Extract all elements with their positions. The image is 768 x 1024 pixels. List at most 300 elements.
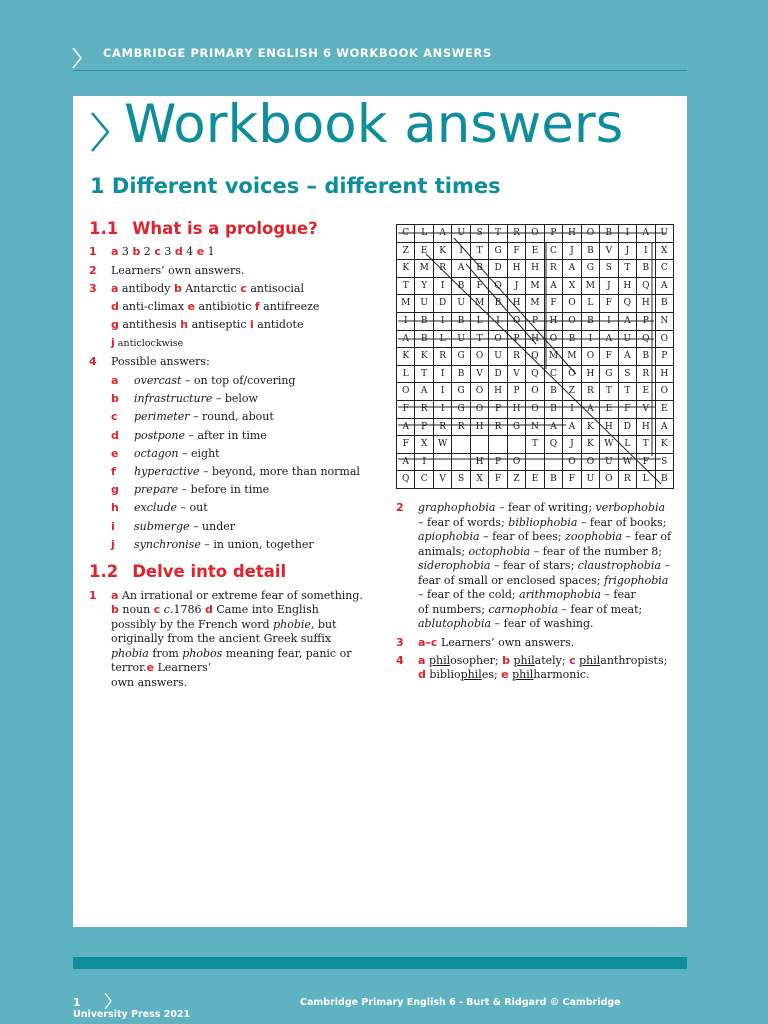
grid-cell: E xyxy=(636,382,655,401)
grid-cell: O xyxy=(525,400,544,419)
grid-cell: J xyxy=(562,435,581,454)
footer-bar xyxy=(73,957,687,969)
answer-word: postpone xyxy=(134,428,185,442)
grid-cell: O xyxy=(655,382,674,401)
answer-text: 3 xyxy=(160,245,175,258)
answer-text: possibly by the French word xyxy=(111,618,274,631)
phobia-word: arithmophobia xyxy=(519,588,601,601)
answer-text: phil xyxy=(460,668,482,681)
grid-cell: P xyxy=(544,224,563,243)
answer-text: – after in time xyxy=(185,428,267,442)
grid-cell: A xyxy=(562,259,581,278)
answer-text: phil xyxy=(579,654,601,667)
question-number: 1 xyxy=(89,589,97,602)
answer-line xyxy=(111,245,215,259)
answer-text: – eight xyxy=(178,446,220,460)
answer-text: – in union, together xyxy=(200,537,314,551)
section-number: 1.1 xyxy=(89,219,119,238)
grid-cell: O xyxy=(507,453,526,472)
grid-cell: P xyxy=(655,347,674,366)
grid-cell: W xyxy=(433,435,452,454)
grid-cell: A xyxy=(433,224,452,243)
grid-cell: X xyxy=(470,470,489,489)
grid-cell: O xyxy=(470,400,489,419)
section-title: Delve into detail xyxy=(132,562,287,581)
answer-text: antisocial xyxy=(246,282,304,295)
answer-line xyxy=(134,429,267,443)
grid-cell: A xyxy=(544,277,563,296)
grid-cell: H xyxy=(525,259,544,278)
grid-cell: O xyxy=(581,453,600,472)
answer-letter: j xyxy=(111,336,115,349)
answer-line xyxy=(134,410,274,424)
grid-cell: F xyxy=(618,400,637,419)
answer-word: perimeter xyxy=(134,410,190,424)
grid-cell: H xyxy=(581,365,600,384)
footer-credit-continued: University Press 2021 xyxy=(73,1009,191,1020)
answer-letter: c xyxy=(569,654,576,667)
grid-cell: B xyxy=(451,277,470,296)
answer-line xyxy=(134,538,314,552)
answer-word: prepare xyxy=(134,483,179,497)
grid-cell: A xyxy=(581,400,600,419)
grid-cell: O xyxy=(470,382,489,401)
grid-cell: G xyxy=(507,418,526,437)
answer-word: submerge xyxy=(134,519,190,533)
grid-cell: S xyxy=(599,259,618,278)
grid-cell: S xyxy=(618,365,637,384)
grid-cell: I xyxy=(433,277,452,296)
grid-cell: E xyxy=(525,242,544,261)
grid-cell: O xyxy=(581,224,600,243)
answer-letter: i xyxy=(250,318,254,331)
phobia-word: verbophobia xyxy=(595,501,666,514)
grid-cell: M xyxy=(470,294,489,313)
grid-cell: Q xyxy=(618,294,637,313)
grid-cell: L xyxy=(618,435,637,454)
grid-cell: O xyxy=(488,330,507,349)
grid-cell: I xyxy=(488,312,507,331)
grid-cell: G xyxy=(599,365,618,384)
grid-cell: F xyxy=(396,400,415,419)
answer-text: anticlockwise xyxy=(114,338,184,349)
grid-cell: P xyxy=(414,418,433,437)
grid-cell: R xyxy=(451,418,470,437)
answer-text: 1786 xyxy=(173,603,205,616)
grid-cell: B xyxy=(414,330,433,349)
grid-cell: E xyxy=(525,470,544,489)
phobia-word: zoophobia xyxy=(565,530,623,543)
answer-line xyxy=(111,300,319,314)
grid-cell: U xyxy=(655,224,674,243)
answer-line: originally from the ancient Greek suffix xyxy=(111,632,332,645)
grid-cell: A xyxy=(655,277,674,296)
answer-text: – fear of the cold; xyxy=(418,588,520,601)
grid-cell: H xyxy=(470,418,489,437)
grid-cell: Q xyxy=(525,365,544,384)
grid-cell: Q xyxy=(488,277,507,296)
answer-text: noun xyxy=(118,603,154,616)
answer-line xyxy=(418,668,590,682)
answer-text: harmonic. xyxy=(533,668,590,681)
grid-cell: R xyxy=(433,347,452,366)
answer-line xyxy=(111,603,319,617)
grid-cell: B xyxy=(451,365,470,384)
grid-cell: O xyxy=(562,453,581,472)
grid-cell: T xyxy=(599,382,618,401)
answer-text: Learners’ own answers. xyxy=(437,636,575,649)
answer-letter: d xyxy=(111,428,119,442)
answer-text: – fear of xyxy=(622,530,672,543)
answer-text: – fear of meat; xyxy=(558,602,643,616)
section-number: 1.2 xyxy=(89,562,119,581)
grid-cell: O xyxy=(396,382,415,401)
answer-text: antibody xyxy=(118,282,174,295)
answer-text: – fear of books; xyxy=(577,515,667,529)
grid-cell: B xyxy=(599,224,618,243)
answer-line xyxy=(111,318,303,332)
grid-cell: L xyxy=(414,224,433,243)
answer-letter: d xyxy=(111,300,119,313)
grid-cell: L xyxy=(396,365,415,384)
phobia-word: frigophobia xyxy=(603,573,669,587)
grid-cell: X xyxy=(414,435,433,454)
grid-cell: B xyxy=(655,470,674,489)
grid-cell: A xyxy=(396,418,415,437)
chevron-right-icon xyxy=(103,992,113,1010)
question-number: 1 xyxy=(89,245,97,258)
grid-cell: H xyxy=(470,453,489,472)
grid-cell: L xyxy=(581,294,600,313)
grid-cell: S xyxy=(451,470,470,489)
answer-word: hyperactive xyxy=(134,465,200,478)
grid-cell: Z xyxy=(562,382,581,401)
answer-letter: e xyxy=(111,446,119,460)
grid-cell: P xyxy=(488,453,507,472)
answer-text: – under xyxy=(189,519,236,533)
answer-letter: e xyxy=(187,300,196,313)
grid-cell: D xyxy=(488,365,507,384)
grid-cell: T xyxy=(618,259,637,278)
grid-cell: F xyxy=(544,294,563,313)
answer-line xyxy=(418,559,670,573)
wordsearch-strike-lines xyxy=(396,224,673,488)
grid-cell: Q xyxy=(636,330,655,349)
grid-cell: R xyxy=(433,259,452,278)
grid-cell: C xyxy=(414,470,433,489)
answer-intro: Possible answers: xyxy=(111,355,210,368)
phobia-word: graphophobia xyxy=(418,501,496,514)
grid-cell: T xyxy=(618,382,637,401)
grid-cell: F xyxy=(470,277,489,296)
grid-cell: H xyxy=(636,418,655,437)
answer-text: – fear of writing; xyxy=(495,501,596,514)
grid-cell: R xyxy=(488,418,507,437)
answer-line xyxy=(418,530,671,544)
answer-letter: f xyxy=(111,465,116,478)
grid-cell: C xyxy=(544,365,563,384)
answer-text: phobos xyxy=(182,647,223,660)
grid-cell: A xyxy=(396,330,415,349)
answer-letter: c xyxy=(154,245,161,258)
grid-cell: Q xyxy=(525,347,544,366)
grid-cell: U xyxy=(451,224,470,243)
answer-text: Came into English xyxy=(212,603,319,616)
unit-title: 1 Different voices – different times xyxy=(90,174,501,198)
answer-word: synchronise xyxy=(134,537,201,551)
answer-letter: j xyxy=(111,537,115,551)
answer-letter: h xyxy=(180,318,189,331)
grid-cell: T xyxy=(470,242,489,261)
grid-cell: F xyxy=(507,242,526,261)
grid-cell: Q xyxy=(396,470,415,489)
grid-cell: B xyxy=(451,312,470,331)
grid-cell: B xyxy=(414,312,433,331)
grid-cell: A xyxy=(618,312,637,331)
answer-text: antifreeze xyxy=(259,300,320,313)
answer-text: An irrational or extreme fear of something. xyxy=(118,589,363,602)
answer-text: – beyond, more than normal xyxy=(199,465,360,478)
grid-cell: V xyxy=(599,242,618,261)
grid-cell: B xyxy=(581,312,600,331)
grid-cell: U xyxy=(581,470,600,489)
answer-letter: d xyxy=(418,668,426,681)
grid-cell: R xyxy=(581,382,600,401)
answer-text: – on top of/covering xyxy=(181,374,296,387)
grid-cell: K xyxy=(414,347,433,366)
answer-line xyxy=(111,661,211,675)
answer-line xyxy=(418,545,662,559)
grid-cell: I xyxy=(451,242,470,261)
grid-cell: U xyxy=(599,453,618,472)
grid-cell: R xyxy=(544,259,563,278)
answer-line xyxy=(418,588,636,602)
grid-cell: K xyxy=(396,259,415,278)
grid-cell: O xyxy=(562,365,581,384)
answer-text: anthropists; xyxy=(600,654,668,667)
grid-cell: A xyxy=(618,347,637,366)
phobia-word: carnophobia xyxy=(488,602,559,616)
answer-line xyxy=(134,392,258,406)
grid-cell: T xyxy=(396,277,415,296)
grid-cell: P xyxy=(507,330,526,349)
answer-word: overcast xyxy=(134,374,182,387)
grid-cell: B xyxy=(655,294,674,313)
answer-text: phil xyxy=(428,654,451,667)
grid-cell: Z xyxy=(396,242,415,261)
grid-cell: K xyxy=(396,347,415,366)
grid-cell: O xyxy=(470,347,489,366)
grid-cell: F xyxy=(562,470,581,489)
grid-cell: M xyxy=(414,259,433,278)
grid-cell: D xyxy=(433,294,452,313)
grid-cell: A xyxy=(451,259,470,278)
answer-letter: a–c xyxy=(418,636,438,649)
strike-diagonal-2 xyxy=(426,254,661,484)
answer-line xyxy=(134,520,235,534)
grid-cell: I xyxy=(433,400,452,419)
answer-text: phil xyxy=(513,654,535,667)
answer-line xyxy=(418,574,668,588)
grid-cell: I xyxy=(414,453,433,472)
grid-cell: K xyxy=(581,418,600,437)
grid-cell: U xyxy=(451,294,470,313)
grid-cell: G xyxy=(488,242,507,261)
grid-cell: O xyxy=(599,470,618,489)
answer-text: of numbers; xyxy=(418,602,489,616)
grid-cell: I xyxy=(396,312,415,331)
question-number: 4 xyxy=(89,355,97,368)
answer-letter: b xyxy=(173,282,182,295)
grid-cell: R xyxy=(636,365,655,384)
grid-cell: V xyxy=(433,470,452,489)
answer-letter: c xyxy=(153,603,161,616)
answer-line: Learners’ own answers. xyxy=(111,264,245,277)
grid-cell: N xyxy=(525,418,544,437)
answer-word: infrastructure xyxy=(134,392,213,406)
answer-text: Antarctic xyxy=(181,282,241,295)
grid-cell: K xyxy=(433,242,452,261)
grid-cell: M xyxy=(544,347,563,366)
answer-line xyxy=(418,516,666,530)
grid-cell: F xyxy=(396,435,415,454)
grid-cell: V xyxy=(507,365,526,384)
answer-line xyxy=(111,589,363,603)
grid-cell: L xyxy=(636,470,655,489)
grid-cell: W xyxy=(618,453,637,472)
grid-cell: C xyxy=(544,242,563,261)
grid-cell: A xyxy=(544,418,563,437)
answer-line xyxy=(134,374,295,388)
answer-text: phobie xyxy=(273,618,311,631)
answer-text: antiseptic xyxy=(188,318,250,331)
answer-letter: b xyxy=(111,392,119,406)
answer-text: es; xyxy=(481,668,502,681)
grid-cell: U xyxy=(618,330,637,349)
grid-cell: A xyxy=(414,382,433,401)
answer-letter: b xyxy=(132,245,141,258)
answer-text: meaning fear, panic or xyxy=(222,647,352,660)
grid-cell: P xyxy=(488,400,507,419)
chevron-right-icon xyxy=(88,110,112,154)
grid-cell: H xyxy=(507,294,526,313)
grid-cell: E xyxy=(655,400,674,419)
grid-cell: O xyxy=(581,347,600,366)
answer-text: fear of small or enclosed spaces; xyxy=(418,573,604,587)
grid-cell: N xyxy=(655,312,674,331)
grid-cell: G xyxy=(451,400,470,419)
grid-cell: G xyxy=(451,347,470,366)
answer-line xyxy=(418,603,642,617)
grid-cell: I xyxy=(433,365,452,384)
grid-cell: K xyxy=(655,435,674,454)
grid-cell: Y xyxy=(414,277,433,296)
grid-cell: M xyxy=(525,277,544,296)
grid-cell: A xyxy=(562,418,581,437)
question-number: 2 xyxy=(89,264,97,277)
answer-letter: h xyxy=(111,501,119,515)
answer-letter: e xyxy=(501,668,509,681)
grid-cell: I xyxy=(636,242,655,261)
grid-cell: O xyxy=(544,330,563,349)
phobia-word: siderophobia xyxy=(418,559,491,572)
grid-cell: O xyxy=(562,312,581,331)
grid-cell: D xyxy=(488,259,507,278)
grid-cell: M xyxy=(581,277,600,296)
grid-cell: U xyxy=(488,347,507,366)
answer-text: – fear of stars; xyxy=(490,559,578,572)
grid-cell: T xyxy=(636,435,655,454)
grid-cell: L xyxy=(433,330,452,349)
grid-cell: F xyxy=(599,294,618,313)
phobia-word: bibliophobia xyxy=(508,515,578,529)
grid-cell: B xyxy=(636,259,655,278)
grid-cell: P xyxy=(507,382,526,401)
section-heading-1-2 xyxy=(89,562,286,581)
grid-cell: J xyxy=(599,277,618,296)
answer-line xyxy=(134,483,269,497)
answer-letter: a xyxy=(111,589,119,602)
answer-line xyxy=(111,282,304,296)
answer-text: anti-climax xyxy=(118,300,188,313)
answer-text: – fear xyxy=(600,588,636,601)
grid-cell: R xyxy=(507,347,526,366)
grid-cell: J xyxy=(507,277,526,296)
grid-cell: B xyxy=(470,259,489,278)
grid-cell: E xyxy=(414,242,433,261)
grid-cell: O xyxy=(525,224,544,243)
answer-text: Learners’ xyxy=(154,661,212,674)
grid-cell: O xyxy=(507,312,526,331)
grid-cell: B xyxy=(544,470,563,489)
grid-cell: B xyxy=(488,294,507,313)
phobia-word: apiophobia xyxy=(418,530,480,543)
grid-cell: I xyxy=(433,382,452,401)
grid-cell: P xyxy=(636,312,655,331)
answer-letter: a xyxy=(111,374,119,387)
grid-cell: H xyxy=(599,418,618,437)
answer-text: ately; xyxy=(534,654,570,667)
phobia-word: claustrophobia xyxy=(577,559,661,572)
grid-cell: A xyxy=(396,453,415,472)
grid-cell: B xyxy=(581,242,600,261)
grid-cell: S xyxy=(655,453,674,472)
grid-cell: E xyxy=(599,400,618,419)
answer-text: c. xyxy=(163,603,174,616)
grid-cell: K xyxy=(581,435,600,454)
grid-cell: M xyxy=(525,294,544,313)
answer-text: terror. xyxy=(111,661,147,674)
grid-cell: H xyxy=(507,400,526,419)
answer-letter: b xyxy=(502,654,510,667)
grid-cell: H xyxy=(507,259,526,278)
phobia-word: ablutophobia xyxy=(418,617,492,630)
answer-letter: d xyxy=(204,603,213,616)
answer-letter: g xyxy=(111,483,119,497)
grid-cell: R xyxy=(507,224,526,243)
question-number: 2 xyxy=(396,501,404,514)
grid-cell: B xyxy=(562,330,581,349)
page-number: 1 xyxy=(73,996,81,1009)
answer-letter: e xyxy=(196,245,205,258)
phobia-word: octophobia xyxy=(468,544,531,558)
question-number: 4 xyxy=(396,654,404,667)
grid-cell: V xyxy=(470,365,489,384)
answer-letter: e xyxy=(146,661,155,674)
grid-cell: I xyxy=(562,400,581,419)
answer-line: own answers. xyxy=(111,676,188,689)
answer-line xyxy=(418,501,665,515)
